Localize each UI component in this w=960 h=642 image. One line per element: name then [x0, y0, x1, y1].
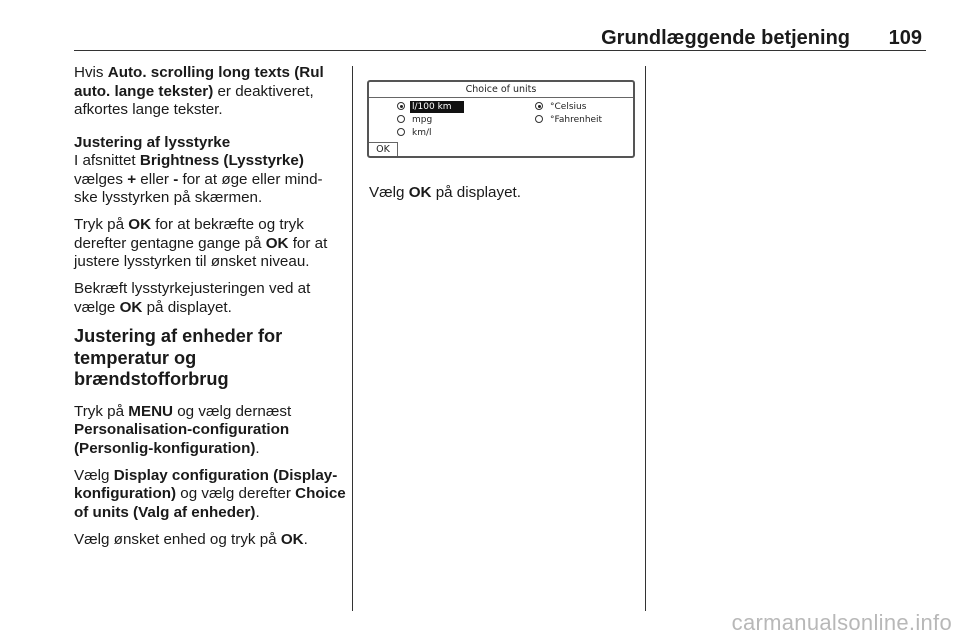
- subheading-brightness: Justering af lysstyrke: [74, 133, 231, 151]
- left-column: [74, 64, 346, 558]
- choice-of-units-screen: [367, 80, 635, 158]
- radio-selected-icon: [397, 102, 405, 110]
- radio-unselected-icon: [397, 128, 405, 136]
- paragraph-select-unit: Vælg ønsket enhed og tryk på OK.: [74, 530, 308, 548]
- paragraph-display-config: Vælg Display configuration (Display-konfiguration) og vælg derefter Choice of units (Valg af enheder).: [74, 466, 346, 521]
- radio-unselected-icon: [535, 115, 543, 123]
- page-number: 109: [888, 27, 922, 49]
- page-header: [74, 27, 926, 49]
- paragraph-press-ok: Tryk på OK for at bekræfte og tryk derefter gentagne gange på OK for at justere lysstyrken til ønsket niveau.: [74, 216, 328, 270]
- option-label: °Celsius: [550, 102, 587, 112]
- header-rule: [74, 50, 926, 51]
- paragraph-brightness: I afsnittet Brightness (Lysstyrke) vælges + eller - for at øge eller mind‐ske lysstyrken på skærmen.: [74, 152, 323, 206]
- heading-units: Justering af enheder for temperatur og brændstofforbrug: [74, 326, 283, 389]
- ok-button[interactable]: OK: [369, 142, 398, 156]
- paragraph-auto-scrolling: Hvis Auto. scrolling long texts (Rul auto. lange tekster) er deaktiveret, afkortes lange tekster.: [74, 64, 324, 118]
- option-label: °Fahrenheit: [550, 115, 603, 125]
- radio-unselected-icon: [397, 115, 405, 123]
- screen-title: Choice of units: [465, 84, 537, 95]
- paragraph-confirm-brightness: Bekræft lysstyrkejusteringen ved at vælge OK på displayet.: [74, 280, 311, 316]
- radio-selected-icon: [535, 102, 543, 110]
- paragraph-select-ok: Vælg OK på displayet.: [369, 184, 521, 201]
- column-divider-left: [352, 66, 353, 611]
- paragraph-menu: Tryk på MENU og vælg dernæst Personalisation-configuration (Personlig-konfiguration).: [74, 402, 292, 457]
- option-label: km/l: [412, 128, 432, 138]
- watermark: carmanualsonline.info: [731, 610, 952, 635]
- option-label: l/100 km: [410, 101, 464, 113]
- option-label: mpg: [412, 115, 433, 125]
- screen-title-rule: [369, 97, 633, 98]
- section-title: Grundlæggende betjening: [601, 27, 850, 49]
- column-divider-right: [645, 66, 646, 611]
